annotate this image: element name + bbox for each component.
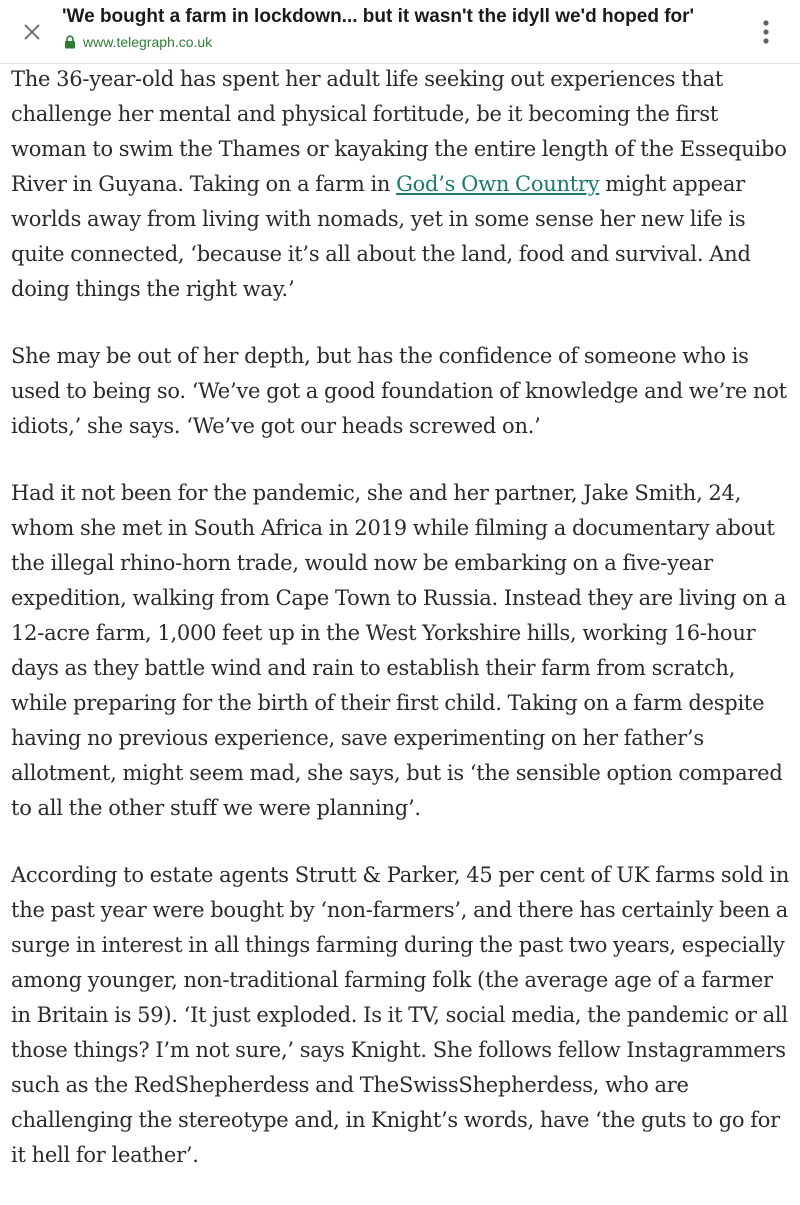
url-text: www.telegraph.co.uk <box>83 34 213 50</box>
custom-tab-toolbar <box>0 0 800 64</box>
article-paragraph: According to estate agents Strutt & Parker, 45 per cent of UK farms sold in the past year were bought by ‘non-farmers’, and there has certainly been a surge in interest in all things farming during the past two years, especially among younger, non-traditional farming folk (the average age of a farmer in Britain is 59). ‘It just exploded. Is it TV, social media, the pandemic or all those things? I’m not sure,’ says Knight. She follows fellow Instagrammers such as the RedShepherdess and TheSwissShepherdess, who are challenging the stereotype and, in Knight’s words, have ‘the guts to go for it hell for leather’. <box>11 863 790 1167</box>
url-bar[interactable] <box>64 33 212 51</box>
more-options-button[interactable] <box>752 16 780 48</box>
article-paragraph: Had it not been for the pandemic, she and her partner, Jake Smith, 24, whom she met in South Africa in 2019 while filming a documentary about the illegal rhino-horn trade, would now be embarking on a five-year expedition, walking from Cape Town to Russia. Instead they are living on a 12-acre farm, 1,000 feet up in the West Yorkshire hills, working 16-hour days as they battle wind and rain to establish their farm from scratch, while preparing for the birth of their first child. Taking on a farm despite having no previous experience, save experimenting on her father’s allotment, might seem mad, she says, but is ‘the sensible option compared to all the other stuff we were planning’. <box>11 481 787 820</box>
more-vert-icon <box>762 19 770 45</box>
gods-own-country-link[interactable]: God’s Own Country <box>396 172 600 196</box>
lock-icon <box>64 35 76 49</box>
close-button[interactable] <box>14 14 50 50</box>
paragraph-text: might appear worlds away from living with nomads, yet in some sense her new life is quite connected, ‘because it’s all about the land, food and survival. And doing things the right way.’ <box>11 172 751 301</box>
article-paragraph: She may be out of her depth, but has the confidence of someone who is used to being so. ‘We’ve got a good foundation of knowledge and we’re not idiots,’ she says. ‘We’ve got our heads screwed on.’ <box>11 344 787 438</box>
close-icon <box>23 23 41 41</box>
paragraph-text: The 36-year-old has spent her adult life seeking out experiences that challenge her mental and physical fortitude, be it becoming the first woman to swim the Thames or kayaking the entire length of the Essequibo River in Guyana. Taking on a farm in <box>11 67 787 196</box>
page-title: 'We bought a farm in lockdown... but it wasn't the idyll we'd hoped for' <box>62 6 695 27</box>
article-paragraph <box>11 62 797 307</box>
article-body <box>11 62 797 1205</box>
